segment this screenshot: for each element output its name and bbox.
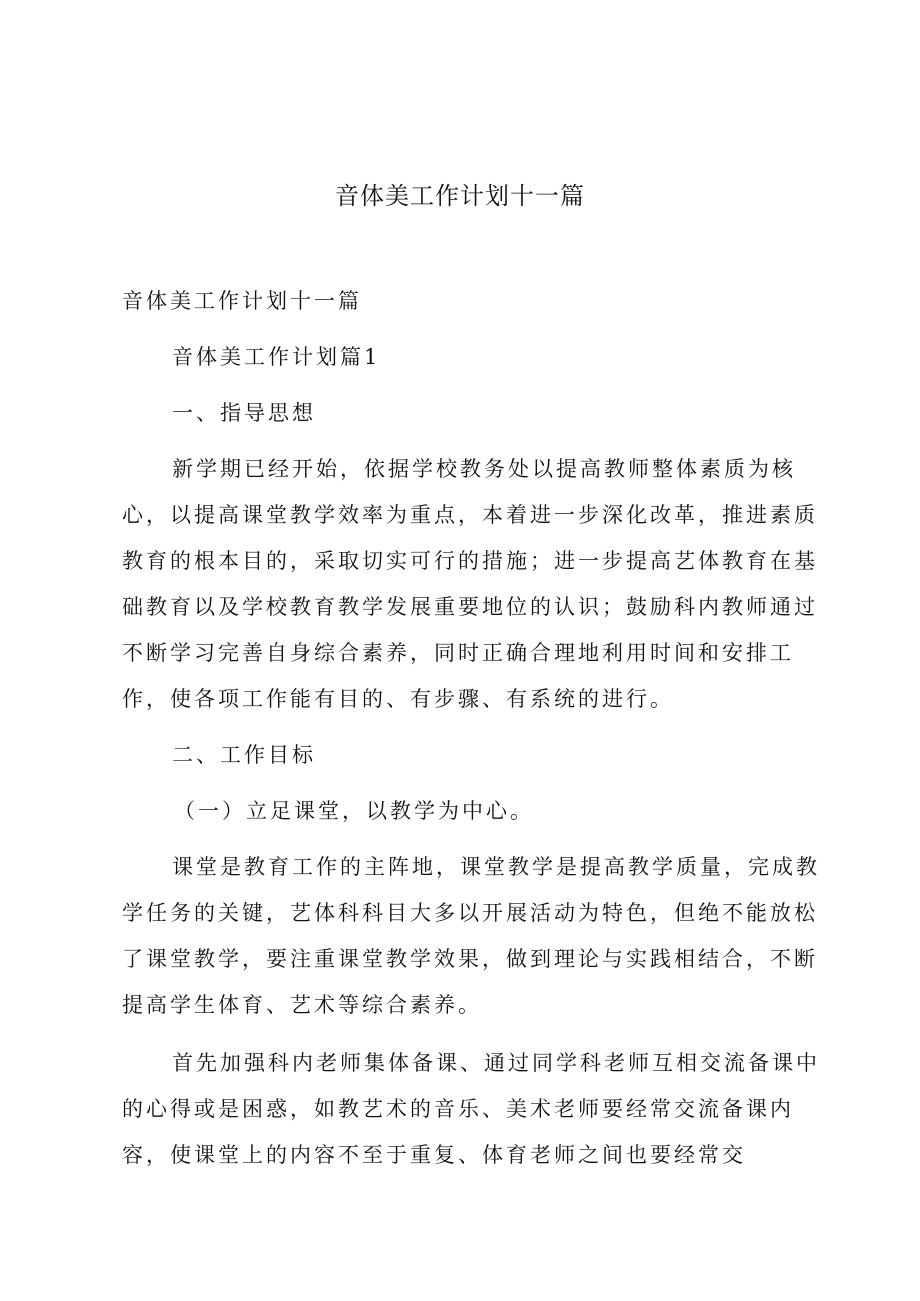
paragraph-guiding-ideology: 新学期已经开始，依据学校教务处以提高教师整体素质为核心，以提高课堂教学效率为重点，本着进一步深化改革，推进素质教育的根本目的，采取切实可行的措施；进一步提高艺体教育在基础教育以及学校教育教学发展重要地位的认识；鼓励科内教师通过不断学习完善自身综合素养，同时正确合理地利用时间和安排工作，使各项工作能有目的、有步骤、有系统的进行。 [122, 457, 818, 711]
document-title: 音体美工作计划十一篇 [335, 182, 585, 210]
subsection-heading-classroom: （一）立足课堂，以教学为中心。 [174, 799, 534, 823]
paragraph-classroom: 课堂是教育工作的主阵地，课堂教学是提高教学质量，完成教学任务的关键，艺体科科目大多以开展活动为特色，但绝不能放松了课堂教学，要注重课堂教学效果，做到理论与实践相结合，不断提高学生体育、艺术等综合素养。 [122, 855, 820, 1017]
section-heading-work-goals: 二、工作目标 [172, 743, 316, 767]
paragraph-lesson-prep: 首先加强科内老师集体备课、通过同学科老师互相交流备课中的心得或是困惑，如教艺术的音乐、美术老师要经常交流备课内容，使课堂上的内容不至于重复、体育老师之间也要经常交 [122, 1051, 820, 1167]
paragraph-subtitle: 音体美工作计划篇1 [172, 345, 381, 369]
section-heading-guiding-ideology: 一、指导思想 [172, 401, 316, 425]
paragraph-heading: 音体美工作计划十一篇 [122, 289, 362, 313]
document-body [122, 278, 822, 1178]
